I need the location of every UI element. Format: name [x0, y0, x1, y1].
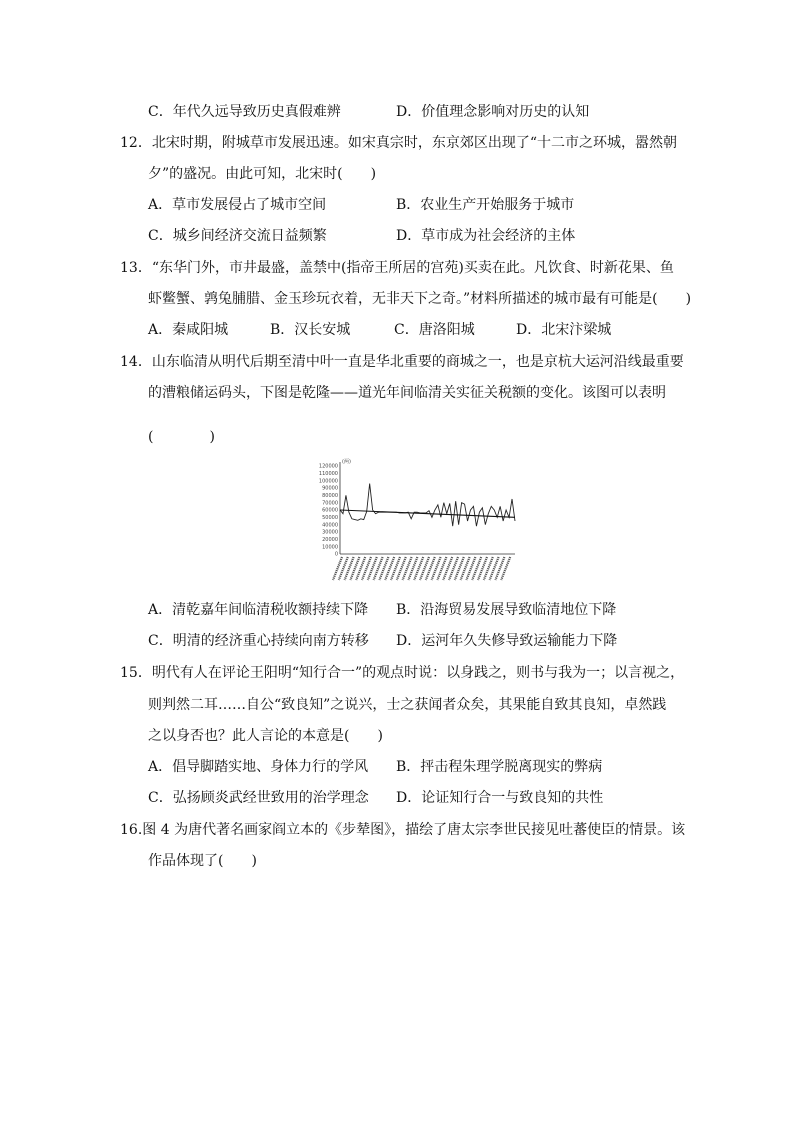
- y-tick-label: 110000: [318, 471, 338, 478]
- q12-stem-line-1: 12．北宋时期，附城草市发展迅速。如宋真宗时，东京郊区出现了“十二市之环城，嚣然朝: [120, 135, 677, 151]
- y-axis-label: (两): [342, 459, 351, 465]
- q14-stem-line-3: ( ): [148, 429, 215, 445]
- q12-option-a: A．草市发展侵占了城市空间: [148, 197, 327, 213]
- q16-stem-line-2: 作品体现了( ): [148, 853, 257, 869]
- q11-option-c: C．年代久远导致历史真假难辨: [148, 104, 341, 120]
- q13-option-b: B．汉长安城: [270, 322, 351, 338]
- q12-stem-line-2: 夕”的盛况。由此可知，北宋时( ): [148, 166, 377, 182]
- y-tick-label: 50000: [322, 515, 338, 522]
- series-line: [340, 484, 515, 527]
- q14-option-b: B．沿海贸易发展导致临清地位下降: [396, 602, 617, 618]
- q13-stem-line-2: 虾鳖蟹、鹑兔脯腊、金玉珍玩衣着，无非天下之奇。”材料所描述的城市最有可能是( ): [148, 291, 692, 307]
- y-tick-label: 0: [334, 551, 338, 558]
- y-tick-label: 100000: [318, 478, 338, 485]
- q12-option-b: B．农业生产开始服务于城市: [396, 197, 575, 213]
- y-tick-label: 90000: [322, 485, 338, 492]
- q14-option-d: D．运河年久失修导致运输能力下降: [396, 633, 618, 649]
- q13-option-d: D．北宋汴梁城: [516, 322, 612, 338]
- q14-stem-line-1: 14．山东临清从明代后期至清中叶一直是华北重要的商城之一，也是京杭大运河沿线最重要: [120, 354, 684, 370]
- q12-option-c: C．城乡间经济交流日益频繁: [148, 228, 327, 244]
- q16-stem-line-1: 16.图 4 为唐代著名画家阎立本的《步辇图》，描绘了唐太宗李世民接见吐蕃使臣的情景。该: [120, 822, 686, 838]
- q13-option-a: A．秦咸阳城: [148, 322, 229, 338]
- q14-option-c: C．明清的经济重心持续向南方转移: [148, 633, 369, 649]
- q11-option-d: D．价值理念影响对历史的认知: [396, 104, 590, 120]
- q12-option-d: D．草市成为社会经济的主体: [396, 228, 576, 244]
- y-tick-label: 120000: [318, 463, 338, 470]
- y-tick-label: 10000: [322, 544, 338, 551]
- q15-stem-line-1: 15．明代有人在评论王阳明“知行合一”的观点时说：以身践之，则书与我为一；以言视之，: [120, 665, 685, 681]
- q14-option-a: A．清乾嘉年间临清税收额持续下降: [148, 602, 369, 618]
- y-tick-label: 60000: [322, 507, 338, 514]
- q15-stem-line-3: 之以身否也？此人言论的本意是( ): [148, 728, 383, 744]
- q13-stem-line-1: 13．“东华门外，市井最盛，盖禁中(指帝王所居的宫苑)买卖在此。凡饮食、时新花果、鱼: [120, 260, 674, 276]
- y-tick-label: 80000: [322, 493, 338, 500]
- q15-option-b: B．抨击程朱理学脱离现实的弊病: [396, 759, 603, 775]
- y-tick-label: 30000: [322, 529, 338, 536]
- q15-stem-line-2: 则判然二耳……自公“致良知”之说兴，士之获闻者众矣，其果能自致其良知，卓然践: [148, 697, 667, 713]
- y-tick-label: 40000: [322, 522, 338, 529]
- q15-option-d: D．论证知行合一与致良知的共性: [396, 790, 604, 806]
- q13-option-c: C．唐洛阳城: [394, 322, 475, 338]
- x-tick-label-hatch: [501, 557, 510, 580]
- y-tick-label: 20000: [322, 537, 338, 544]
- tax-chart: [310, 456, 522, 584]
- q14-stem-line-2: 的漕粮储运码头，下图是乾隆——道光年间临清关实征关税额的变化。该图可以表明: [148, 385, 666, 401]
- q15-option-c: C．弘扬顾炎武经世致用的治学理念: [148, 790, 369, 806]
- y-tick-label: 70000: [322, 500, 338, 507]
- q15-option-a: A．倡导脚踏实地、身体力行的学风: [148, 759, 369, 775]
